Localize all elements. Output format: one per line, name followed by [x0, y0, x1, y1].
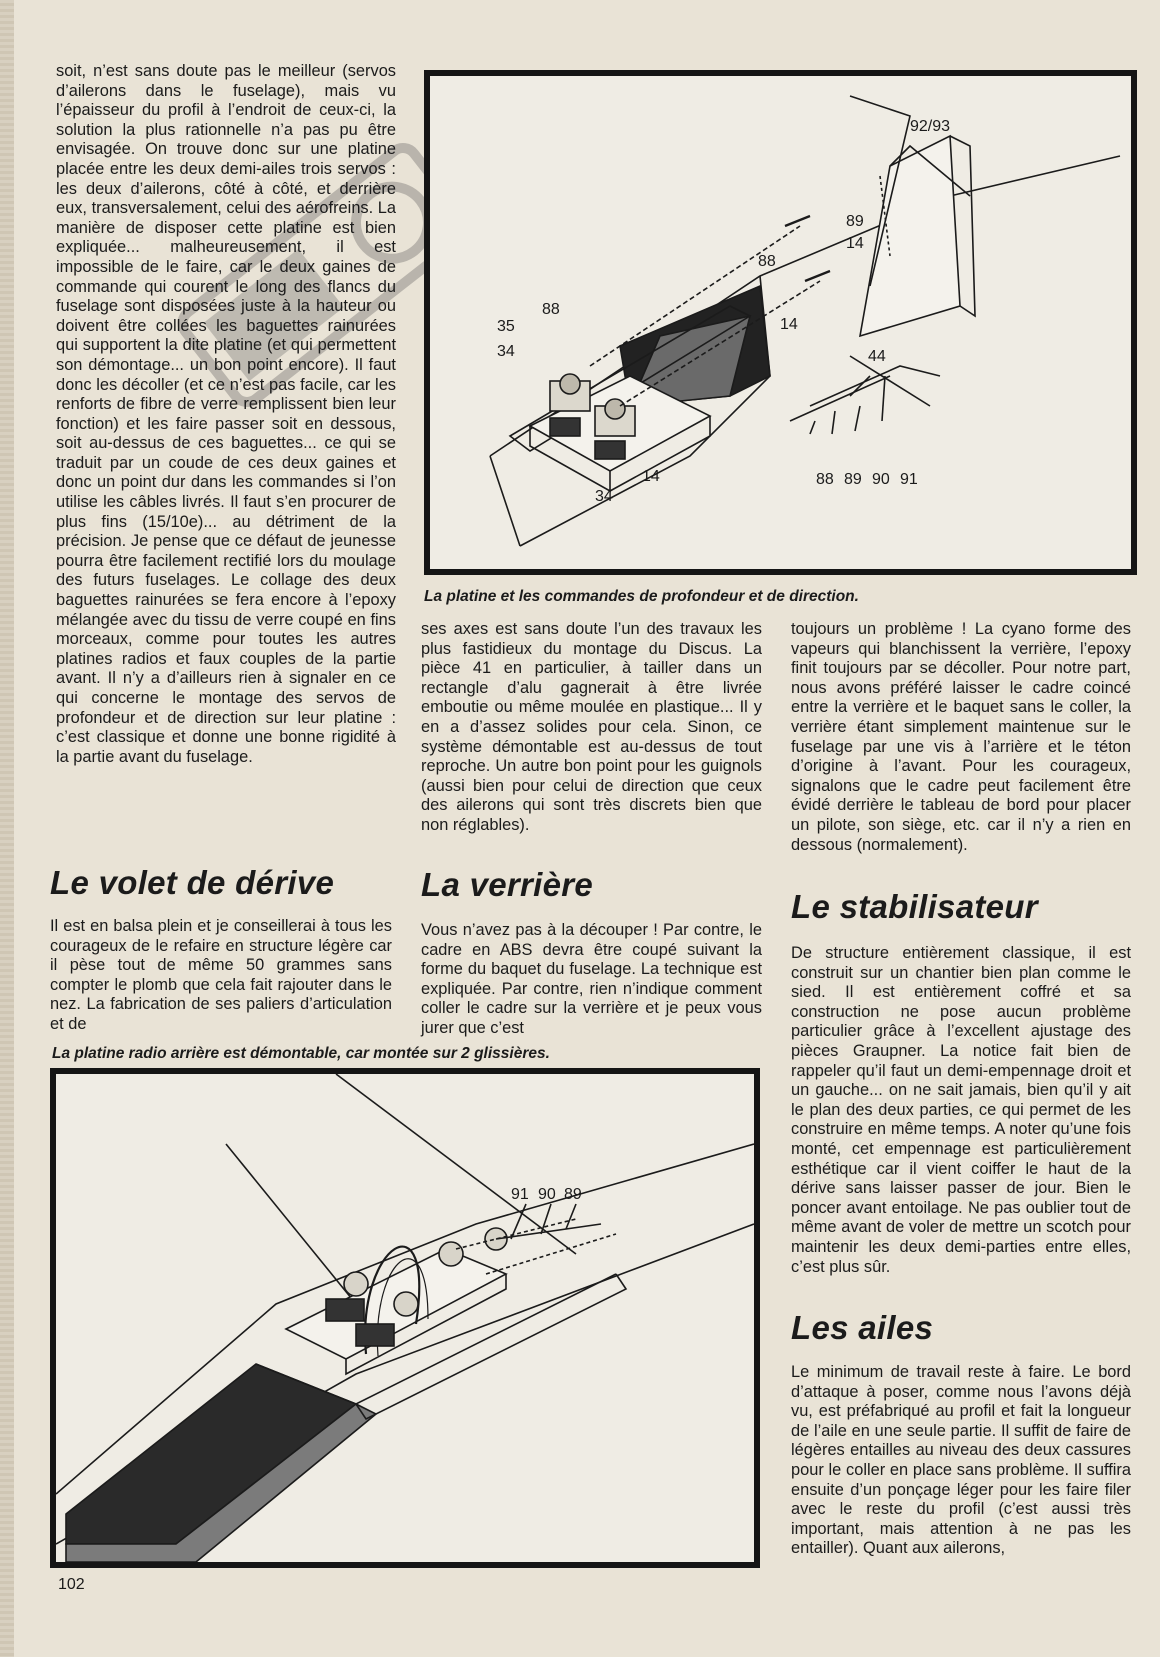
column2-text-top [421, 620, 762, 836]
label-90: 90 [538, 1186, 556, 1203]
label-89: 89 [564, 1186, 582, 1203]
page-number: 102 [58, 1576, 85, 1593]
label-91: 91 [900, 471, 918, 488]
column3-text-top [791, 620, 1131, 855]
column1-text-bottom [50, 917, 392, 1035]
label-14: 14 [642, 468, 660, 485]
heading-stabilisateur: Le stabilisateur [791, 888, 1038, 925]
figure1-caption: La platine et les commandes de profondeur et de direction. [424, 588, 859, 605]
paragraph: Le minimum de travail reste à faire. Le bord d’attaque à poser, comme nous l’avons déjà vu, est préfabriqué au profil et fait la longueur de l’aile en une seule partie. Il suffit de faire de légères entailles au niveau des deux cassures pour le coller en place sans problème. Il suffira ensuite d’un ponçage léger pour les faire filer avec le reste du profil (c’est aussi très important, mais attention à ne pas les entailler). Quant aux ailerons, [791, 1363, 1131, 1558]
column3-text-bottom [791, 1363, 1131, 1559]
label-88: 88 [758, 253, 776, 270]
label-35: 35 [497, 318, 515, 335]
label-88: 88 [816, 471, 834, 488]
label-14: 14 [846, 235, 864, 252]
heading-ailes: Les ailes [791, 1309, 934, 1346]
column2-text-bottom [421, 921, 762, 1039]
label-89: 89 [844, 471, 862, 488]
label-14: 14 [780, 316, 798, 333]
paragraph: Vous n’avez pas à la découper ! Par contre, le cadre en ABS devra être coupé suivant la forme du baquet du fuselage. La technique est expliquée. Par contre, rien n’indique comment coller le cadre sur la verrière et je peux vous jurer que c’est [421, 921, 762, 1037]
paragraph: De structure entièrement classique, il est construit sur un chantier bien plan comme le sied. Il est entièrement coffré et sa construction ne pose aucun problème particulier grâce à l’excellent ajustage des pièces Graupner. La notice fait bien de rappeler qu’il faut un demi-empennage droit et un gauche... on ne sait jamais, bien qu’il y ait le plan des deux parties, ce qui permet de les construire en même temps. A noter qu’une fois monté, cet empennage est particulièrement esthétique car il vient coiffer le haut de la dérive sans laisser passer de jour. Bien le poncer avant entoilage. Ne pas oublier tout de même avant de voler de mettre un scotch pour maintenir les deux demi-parties entre elles, c’est plus sûr. [791, 944, 1131, 1276]
column3-text-middle [791, 944, 1131, 1277]
paragraph: toujours un problème ! La cyano forme des vapeurs qui blanchissent la verrière, l’epoxy finit toujours par se décoller. Pour notre part, nous avons préféré laisser le cadre coincé entre la verrière et le baquet sans le coller, la verrière étant simplement maintenue sur le fuselage par une vis à l’arrière et le téton d’origine à l’avant. Pour les courageux, signalons que le cadre peut facilement être évidé derrière le tableau de bord pour placer un pilote, son siège, etc. car il n’y a rien en dessous (normalement). [791, 620, 1131, 854]
label-34: 34 [595, 488, 613, 505]
figure2-caption: La platine radio arrière est démontable, car montée sur 2 glissières. [52, 1045, 550, 1062]
label-88: 88 [542, 301, 560, 318]
figure-platine-commandes [424, 70, 1137, 575]
figure1-drawing [430, 76, 1131, 569]
paragraph: soit, n’est sans doute pas le meilleur (servos d’ailerons dans le fuselage), mais vu l’épaisseur du profil à l’endroit de ceux-ci, la solution la plus rationnelle n’a pas pu être envisagée. On trouve donc sur une platine placée entre les deux demi-ailes trois servos : les deux d’ailerons, côté à côté, et derrière eux, transversalement, celui des aérofreins. La manière de disposer cette platine est bien expliquée... malheureusement, il est impossible de le faire, car le deux gaines de commande qui courent le long des flancs du fuselage sont disposées juste à la hauteur ou doivent être collées les baguettes rainurées qui supportent la dite platine (et qui permettent son démontage... un bon point encore). Il faut donc les décoller (et ce n’est pas facile, car les renforts de fibre de verre remplissent bien leur fonction) et les faire passer soit en dessous, soit au-dessus de ces baguettes... ce qui se traduit par un coude de ces deux gaines et donc un point dur dans les commandes si l’on utilise les câbles livrés. Il faut s’en procurer de plus fins (15/10e)... au détriment de la précision. Je pense que ce défaut de jeunesse pourra être facilement rectifié lors du moulage des futurs fuselages. Le collage des deux baguettes rainurées se fera encore à l’epoxy mélangée avec du tissu de verre coupé en fins morceaux, comme pour toutes les autres platines radios et faux couples de la partie avant. Il n’y a d’ailleurs rien à signaler en ce qui concerne le montage des servos de profondeur et de direction sur leur platine : c’est classique et donne une bonne rigidité à la partie avant du fuselage. [56, 62, 396, 766]
heading-verriere: La verrière [421, 866, 594, 903]
heading-volet-derive: Le volet de dérive [50, 864, 335, 901]
figure2-drawing [56, 1074, 754, 1562]
label-44: 44 [868, 348, 886, 365]
paragraph: Il est en balsa plein et je conseillerai à tous les courageux de le refaire en structure légère car il pèse tout de même 50 grammes sans compter le plomb que cela fait rajouter dans le nez. La fabrication de ses paliers d’articulation et de [50, 917, 392, 1033]
label-92-93: 92/93 [910, 118, 951, 135]
figure-platine-radio-arriere [50, 1068, 760, 1568]
binding-edge [0, 0, 14, 1657]
label-34: 34 [497, 343, 515, 360]
label-91: 91 [511, 1186, 529, 1203]
paragraph: ses axes est sans doute l’un des travaux les plus fastidieux du montage du Discus. La pièce 41 en particulier, à tailler dans un rectangle d’alu gagnerait à être livrée emboutie ou même moulée en plastique... Il y en a d’assez solides pour cela. Sinon, ce système démontable est au-dessus de tout reproche. Un autre bon point pour les guignols (aussi bien pour celui de direction que ceux des ailerons qui sont très discrets bien que non réglables). [421, 620, 762, 834]
column1-text-top [56, 62, 396, 767]
label-89: 89 [846, 213, 864, 230]
label-90: 90 [872, 471, 890, 488]
